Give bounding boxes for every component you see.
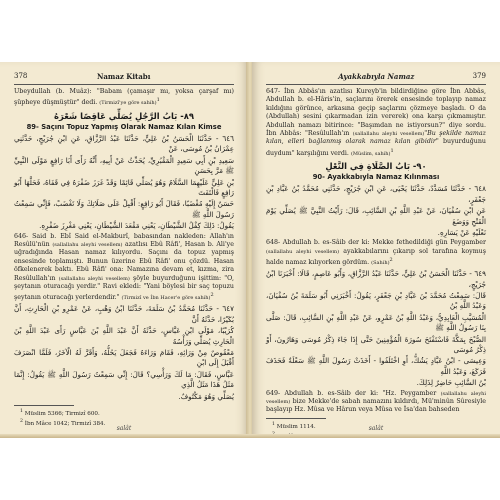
footnote-2: $^2$ İbn Mâce 1042; Tirmizî 384. — [20, 418, 106, 427]
chapter-heading-arabic: ٩٠- بَابُ الصَّلَاةِ فِي النَّعْلِ — [325, 161, 427, 172]
header-rule — [14, 84, 234, 85]
footnote-rule — [14, 405, 74, 406]
hadith-646-translation: 646- Said b. Ebî Said el-Makburî, babasından nakleden: Allah'ın Resûlü'nün (sallallahu aleyhi vesellem) azatlısı Ebû Râfi', Hasan b. Ali'ye uğradığında Hasan namaz kılıyordu. Saçını da topuz yapmış ensesinde toplamıştı. Bunun üzerine Ebû Râfi' onu çözdü. Hasan öfkelenerek baktı. Ebû Râfi' ona: Namazına devam et, kızma, zira Resûlullah'ın (sallallahu aleyhi vesellem) şöyle buyurduğunu işittim: "O, şeytanın oturacağı yerdir." Ravi ekledi: "Yani böylesi bir saç topuzu şeytanın oturacağı yerlerdendir." (Tirmizî ve İbn Hacer'e göre sahih)$^2$ — [14, 232, 234, 302]
footnote-1: $^1$ Müslim 5366; Tirmizî 600. — [20, 409, 100, 417]
chapter-heading: 90- Ayakkabıyla Namaz Kılınması — [312, 173, 440, 182]
hadith-646-arabic: ٦٤٦ - حَدَّثَنَا الْحَسَنُ بْنُ عَلِيٍّ، حَدَّثَنَا عَبْدُ الرَّزَّاقِ، عَنِ ابْنِ جُرَيْجٍ، حَدَّثَنِي عِمْرَانُ بْنُ مُوسَى، عَنْ سَعِيدِ بْنِ أَبِي سَعِيدٍ الْمَقْبُرِيِّ، يُحَدِّثُ عَنْ أَبِيهِ، أَنَّهُ رَأَى أَبَا رَافِعٍ مَوْلَى النَّبِيِّ ﷺ مَرَّ بِحَسَنِ بْنِ عَلِيٍّ عَلَيْهِمَا السَّلَامُ وَهُوَ يُصَلِّي قَائِمًا وَقَدْ غَرَزَ ضَفْرَهُ فِي قَفَاهُ، فَحَلَّهَا أَبُو رَافِعٍ فَالْتَفَتَ حَسَنٌ إِلَيْهِ مُغْضَبًا، فَقَالَ أَبُو رَافِعٍ: أَقْبِلْ عَلَى صَلَاتِكَ وَلَا تَغْضَبْ، فَإِنِّي سَمِعْتُ رَسُولَ اللَّهِ ﷺ يَقُولُ: ذَلِكَ كِفْلُ الشَّيْطَانِ، يَعْنِي مَقْعَدَ الشَّيْطَانِ، يَعْنِي مَغْرِزَ ضَفْرِهِ. — [14, 133, 234, 231]
right-page-content — [266, 88, 486, 438]
footnote-1: $^1$ Müslim 1114. — [272, 421, 316, 430]
page-footer: salât — [116, 425, 132, 432]
header-rule — [266, 84, 486, 85]
intro-paragraph: Ubeydullah (b. Muâz): "Babam (çamaşır mı, yoksa çarşaf mı) şüpheye düşmüştür" dedi. (Tirmizî'ye göre sahih)$^1$ — [14, 88, 234, 107]
running-title: Namaz Kitabı — [97, 72, 151, 81]
footnote-rule — [266, 418, 326, 419]
hadith-647-translation: 647- İbn Abbâs'ın azatlısı Kureyb'in bildirdiğine göre İbn Abbâs, Abdullah b. el-Hâris'in, saçlarını örerek ensesinde toplayıp namaz kıldığını görünce, arkasına geçip saçlarını çözmeye başladı. O da (Abdullah) sesini çıkarmadan izin vererek) ona karşı çıkmamıştır. Abdullah namazı bitirince: "Başımdan ne istiyorsun?" diye sordu. İbn Abbâs: "Resûlullah'ın (sallallahu aleyhi vesellem)"Bu şekilde namaz kılan, elleri bağlanmış olarak namaz kılan gibidir" buyurduğunu duydum" karşılığını verdi. (Müslim, sahih)$^1$ — [266, 88, 486, 157]
left-page-header — [14, 72, 234, 84]
chapter-heading: 89- Saçını Topuz Yapmış Olarak Namaz Kılan Kimse — [26, 122, 222, 131]
hadith-647-arabic: ٦٤٧ - حَدَّثَنَا مُحَمَّدُ بْنُ سَلَمَةَ، حَدَّثَنَا ابْنُ وَهْبٍ، عَنْ عَمْرِو بْنِ الْحَارِثِ، أَنَّ بُكَيْرًا، حَدَّثَهُ أَنَّ كُرَيْبًا، مَوْلَى ابْنِ عَبَّاسٍ، حَدَّثَهُ أَنَّ عَبْدَ اللَّهِ بْنَ عَبَّاسٍ رَأَى عَبْدَ اللَّهِ بْنَ الْحَارِثِ يُصَلِّي وَرَأْسُهُ مَعْقُوصٌ مِنْ وَرَائِهِ، فَقَامَ وَرَاءَهُ فَجَعَلَ يَحُلُّهُ، وَأَقَرَّ لَهُ الْآخَرُ، فَلَمَّا انْصَرَفَ أَقْبَلَ إِلَى ابْنِ عَبَّاسٍ، فَقَالَ: مَا لَكَ وَرَأْسِي؟ قَالَ: إِنِّي سَمِعْتُ رَسُولَ اللَّهِ ﷺ يَقُولُ: إِنَّمَا مَثَلُ هَذَا مَثَلُ الَّذِي يُصَلِّي وَهُوَ مَكْتُوفٌ. — [14, 304, 234, 401]
hadith-648-translation: 648- Abdullah b. es-Sâib der ki: Mekke fethedildiği gün Peygamber (sallallahu aleyhi vesellem) ayakkabılarını çıkarıp sol tarafına koymuş halde namaz kılıyorken gördüm. (Sahih)$^2$ — [266, 239, 486, 267]
page-number: 379 — [472, 72, 486, 80]
hadith-648-arabic: ٦٤٨ - حَدَّثَنَا مُسَدَّدٌ، حَدَّثَنَا يَحْيَى، عَنِ ابْنِ جُرَيْجٍ، حَدَّثَنِي مُحَمَّدُ بْنُ عَبَّادِ بْنِ جَعْفَرٍ، عَنِ ابْنِ سُفْيَانَ، عَنْ عَبْدِ اللَّهِ بْنِ السَّائِبِ، قَالَ: رَأَيْتُ النَّبِيَّ ﷺ يُصَلِّي يَوْمَ الْفَتْحِ وَوَضَعَ نَعْلَيْهِ عَنْ يَسَارِهِ. — [266, 184, 486, 237]
page-footer: salât — [368, 425, 384, 432]
chapter-heading-arabic: ٨٩- بَابُ الرَّجُلِ يُصَلِّي عَاقِصًا شَعْرَهُ — [54, 110, 194, 121]
hadith-649-translation: 649- Abdullah b. es-Sâib der ki: "Hz. Peygamber (sallallahu aleyhi vesellem) bize Mekke'de sabah namazını kıldırdı, Mü'minûn Sûresiyle başlayıp Hz. Mûsa ve Hârun veya Mûsa ve İsa'dan bahseden — [266, 389, 486, 414]
running-title: Ayakkabıyla Namaz — [338, 72, 415, 81]
left-page-content — [14, 88, 234, 428]
right-page — [252, 62, 500, 438]
page-number: 378 — [14, 72, 28, 80]
page-edges — [0, 434, 500, 438]
left-page — [0, 62, 248, 438]
hadith-649-arabic: ٦٤٩ - حَدَّثَنَا الْحَسَنُ بْنُ عَلِيٍّ، حَدَّثَنَا عَبْدُ الرَّزَّاقِ، وَأَبُو عَاصِمٍ، قَالَا: أَخْبَرَنَا ابْنُ جُرَيْجٍ، قَالَ: سَمِعْتُ مُحَمَّدَ بْنَ عَبَّادِ بْنِ جَعْفَرٍ، يَقُولُ: أَخْبَرَنِي أَبُو سَلَمَةَ بْنُ سُفْيَانَ، وَعَبْدُ اللَّهِ بْنُ الْمُسَيَّبِ الْعَابِدِيُّ، وَعَبْدُ اللَّهِ بْنُ عَمْرٍو، عَنْ عَبْدِ اللَّهِ بْنِ السَّائِبِ، قَالَ: صَلَّى بِنَا رَسُولُ اللَّهِ ﷺ الصُّبْحَ بِمَكَّةَ فَاسْتَفْتَحَ سُورَةَ الْمُؤْمِنِينَ حَتَّى إِذَا جَاءَ ذِكْرُ مُوسَى وَهَارُونَ، أَوْ ذِكْرُ مُوسَى وَعِيسَى - ابْنُ عَبَّادٍ يَشُكُّ، أَوِ اخْتَلَفُوا - أَخَذَتْ رَسُولَ اللَّهِ ﷺ سَعْلَةٌ فَحَذَفَ فَرَكَعَ، وَعَبْدُ اللَّهِ بْنُ السَّائِبِ حَاضِرٌ لِذَلِكَ. — [266, 269, 486, 388]
open-book — [0, 62, 500, 438]
right-page-header — [266, 72, 486, 84]
